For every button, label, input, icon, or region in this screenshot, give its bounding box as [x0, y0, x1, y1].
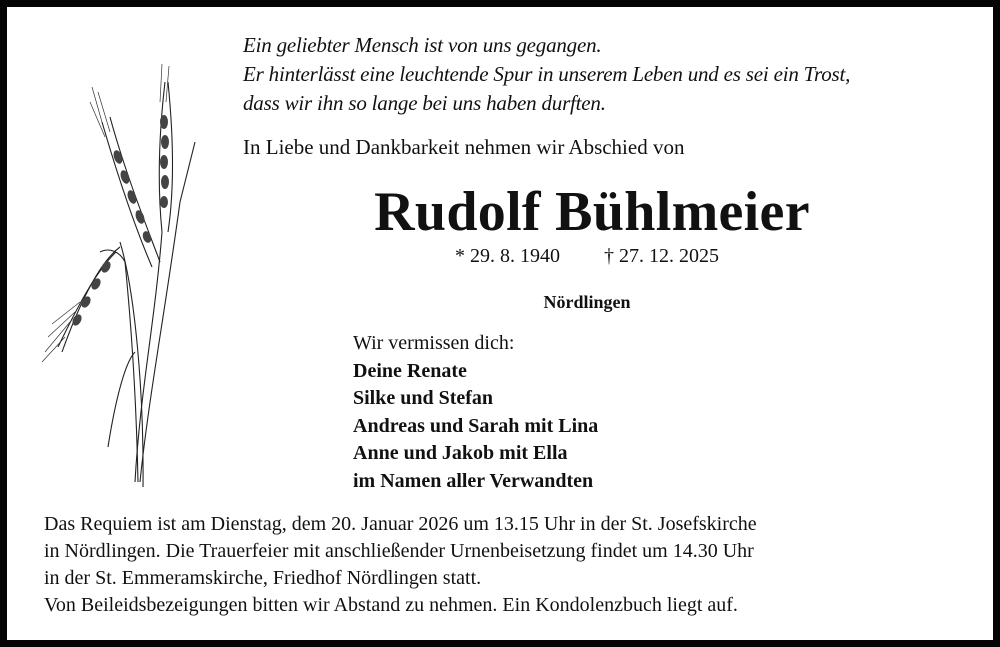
service-line: Das Requiem ist am Dienstag, dem 20. Januar 2026 um 13.15 Uhr in der St. Josefskirche: [44, 513, 757, 535]
farewell-intro: In Liebe und Dankbarkeit nehmen wir Abschied von: [243, 135, 685, 159]
motto-line: dass wir ihn so lange bei uns haben durften.: [243, 91, 606, 115]
service-line: Von Beileidsbezeigungen bitten wir Abstand zu nehmen. Ein Kondolenzbuch liegt auf.: [44, 594, 738, 616]
hometown: Nördlingen: [543, 292, 631, 312]
service-details: [44, 511, 757, 619]
obituary-notice: [7, 7, 993, 640]
service-line: in Nördlingen. Die Trauerfeier mit anschließender Urnenbeisetzung findet um 14.30 Uhr: [44, 540, 754, 562]
mourners-lead: Wir vermissen dich:: [353, 332, 515, 354]
deceased-name: Rudolf Bühlmeier: [374, 181, 810, 243]
birth-date: * 29. 8. 1940: [455, 245, 560, 267]
mourners-list: [353, 330, 598, 495]
life-dates: [347, 245, 827, 268]
motto-line: Er hinterlässt eine leuchtende Spur in unserem Leben und es sei ein Trost,: [243, 62, 851, 86]
death-date: † 27. 12. 2025: [604, 245, 719, 267]
wheat-ears-icon: [40, 62, 220, 502]
mourner-entry: Anne und Jakob mit Ella: [353, 442, 568, 464]
mourner-entry: im Namen aller Verwandten: [353, 469, 594, 492]
service-line: in der St. Emmeramskirche, Friedhof Nördlingen statt.: [44, 567, 482, 589]
motto-verse: [243, 31, 850, 118]
mourner-entry: Silke und Stefan: [353, 387, 494, 409]
mourner-entry: Deine Renate: [353, 359, 467, 382]
mourner-entry: Andreas und Sarah mit Lina: [353, 414, 599, 437]
motto-line: Ein geliebter Mensch ist von uns gegangen.: [243, 33, 602, 57]
